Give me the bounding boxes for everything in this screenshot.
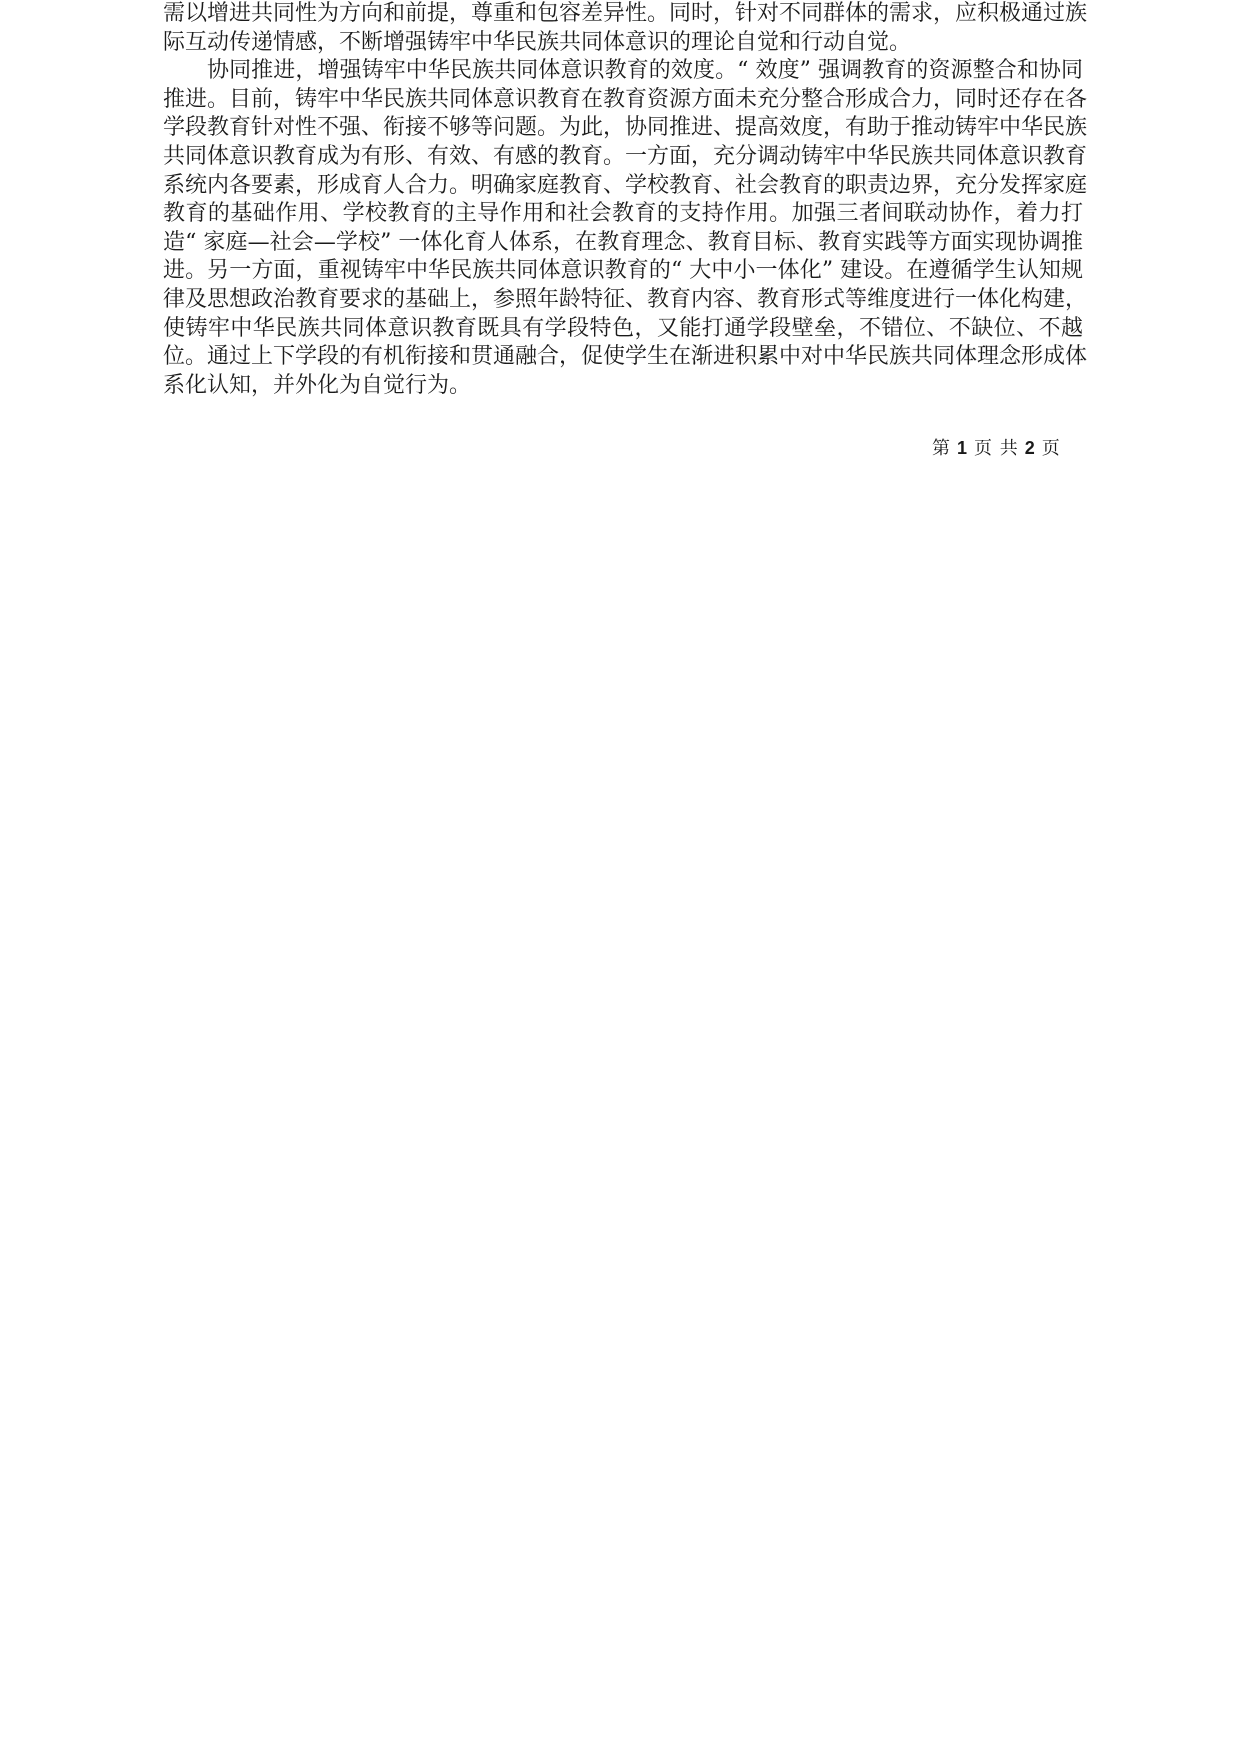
text-line: 系统内各要素，形成育人合力。明确家庭教育、学校教育、社会教育的职责边界，充分发挥家庭: [163, 172, 1088, 198]
text-line: 际互动传递情感，不断增强铸牢中华民族共同体意识的理论自觉和行动自觉。: [163, 29, 912, 55]
page-number-suffix: 页: [1041, 438, 1061, 459]
text-line: 共同体意识教育成为有形、有效、有感的教育。一方面，充分调动铸牢中华民族共同体意识教育: [163, 143, 1088, 169]
text-line: 造“ 家庭—社会—学校” 一体化育人体系，在教育理念、教育目标、教育实践等方面实现协调推: [163, 229, 1083, 255]
text-line: 使铸牢中华民族共同体意识教育既具有学段特色，又能打通学段壁垒，不错位、不缺位、不越: [163, 315, 1083, 341]
body-text: [163, 0, 1088, 400]
text-line: 进。另一方面，重视铸牢中华民族共同体意识教育的“ 大中小一体化” 建设。在遵循学生认知规: [163, 258, 1083, 284]
page-number-prefix: 第: [932, 438, 951, 459]
text-line: 协同推进，增强铸牢中华民族共同体意识教育的效度。“ 效度” 强调教育的资源整合和协同: [207, 58, 1083, 84]
text-line: 律及思想政治教育要求的基础上，参照年龄特征、教育内容、教育形式等维度进行一体化构建，: [163, 286, 1088, 312]
page-number-middle: 页 共: [974, 438, 1019, 459]
paragraph-2: [163, 57, 1088, 400]
text-line: 系化认知，并外化为自觉行为。: [163, 372, 472, 398]
text-line: 教育的基础作用、学校教育的主导作用和社会教育的支持作用。加强三者间联动协作，着力打: [163, 201, 1083, 227]
text-line: 学段教育针对性不强、衔接不够等问题。为此，协同推进、提高效度，有助于推动铸牢中华民族: [163, 115, 1088, 141]
page-number: [932, 434, 1061, 460]
text-line: 推进。目前，铸牢中华民族共同体意识教育在教育资源方面未充分整合形成合力，同时还存在各: [163, 86, 1088, 112]
paragraph-1: [163, 0, 1088, 57]
total-page-number: 2: [1024, 438, 1036, 458]
text-line: 位。通过上下学段的有机衔接和贯通融合，促使学生在渐进积累中对中华民族共同体理念形成体: [163, 344, 1088, 370]
current-page-number: 1: [957, 438, 969, 458]
text-line: 需以增进共同性为方向和前提，尊重和包容差异性。同时，针对不同群体的需求，应积极通过族: [163, 1, 1088, 26]
